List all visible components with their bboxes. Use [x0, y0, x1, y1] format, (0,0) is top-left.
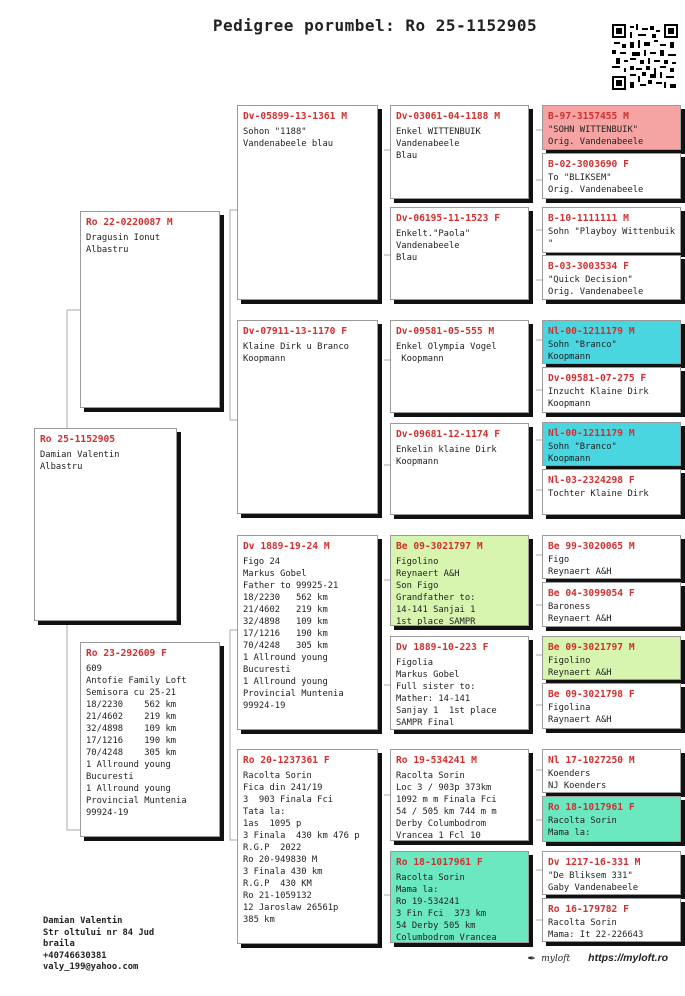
- pigeon-card-gen4[interactable]: [390, 320, 529, 413]
- card-line: 17/1216 190 km: [86, 736, 177, 746]
- card-line: "De Bliksem 331": [548, 871, 633, 881]
- card-line: Figolina: [548, 703, 591, 713]
- card-line: "SOHN WITTENBUIK": [548, 125, 639, 135]
- card-line: Inzucht Klaine Dirk: [548, 387, 649, 397]
- card-line: Enkelt."Paola": [396, 229, 471, 239]
- sex-label: F: [476, 857, 483, 868]
- card-line: Racolta Sorin: [243, 771, 312, 781]
- sex-label: M: [488, 326, 495, 337]
- pigeon-card-dam[interactable]: [80, 642, 220, 837]
- ring-number: Dv-09681-12-1174: [396, 429, 489, 440]
- ring-number: Be 09-3021797: [396, 541, 472, 552]
- card-line: 385 km: [243, 915, 275, 925]
- card-line: Mather: 14-141: [396, 694, 471, 704]
- card-line: To "BLIKSEM": [548, 173, 612, 183]
- sex-label: M: [341, 111, 347, 122]
- ring-number: B-03-3003534: [548, 261, 618, 272]
- qr-code-icon: [612, 24, 678, 90]
- ring-number: Be 09-3021797: [548, 642, 624, 653]
- pigeon-card-gen5[interactable]: [542, 796, 681, 842]
- sex-label: F: [161, 648, 167, 659]
- pigeon-card-gen5[interactable]: [542, 422, 681, 466]
- card-line: Figolino: [396, 557, 439, 567]
- card-line: Reynaert A&H: [548, 668, 612, 678]
- pigeon-card-gen3[interactable]: [237, 105, 378, 300]
- card-line: 1as 1095 p: [243, 819, 302, 829]
- ring-number: Nl-00-1211179: [548, 326, 624, 337]
- card-line: Sanjay 1 1st place: [396, 706, 497, 716]
- ring-number: Ro 23-292609: [86, 648, 156, 659]
- sex-label: M: [623, 111, 629, 122]
- ring-number: Dv-05899-13-1361: [243, 111, 336, 122]
- card-line: R.G.P 2022: [243, 843, 302, 853]
- card-line: Blau: [396, 253, 418, 263]
- ring-number: Dv 1889-19-24: [243, 541, 319, 552]
- card-line: Racolta Sorin: [396, 771, 465, 781]
- card-line: 18/2230 562 km: [86, 700, 177, 710]
- card-line: Ro 20-949830 M: [243, 855, 318, 865]
- ring-number: B-02-3003690: [548, 159, 618, 170]
- ring-number: Be 09-3021798: [548, 689, 624, 700]
- card-line: Son Figo: [396, 581, 439, 591]
- card-line: 70/4248 305 km: [243, 641, 328, 651]
- card-line: Koopmann: [396, 354, 444, 364]
- sex-label: M: [476, 541, 483, 552]
- card-line: Koopmann: [548, 399, 591, 409]
- sex-label: M: [494, 111, 500, 122]
- card-line: 1st place SAMPR: [396, 617, 476, 626]
- card-line: 14-141 Sanjai 1: [396, 605, 476, 615]
- card-line: Albastru: [40, 462, 83, 472]
- sex-label: F: [323, 755, 330, 766]
- card-line: Markus Gobel: [396, 670, 460, 680]
- pigeon-card-gen3[interactable]: [237, 749, 378, 944]
- ring-number: B-10-1111111: [548, 213, 618, 224]
- card-line: Ro 21-1059132: [243, 891, 312, 901]
- card-line: 17/1216 190 km: [243, 629, 328, 639]
- card-line: NJ Koenders: [548, 781, 607, 791]
- pigeon-card-gen5[interactable]: [542, 255, 681, 300]
- card-line: Koopmann: [548, 454, 591, 464]
- card-line: 12 Jaroslaw 26561p: [243, 903, 339, 913]
- card-line: 54 / 505 km 744 m m: [396, 807, 497, 817]
- ring-number: Dv-09581-07-275: [548, 373, 635, 384]
- card-line: Grandfather to:: [396, 593, 476, 603]
- ring-number: Dv-09581-05-555: [396, 326, 483, 337]
- card-line: Koopmann: [548, 352, 591, 362]
- card-line: "Quick Decision": [548, 275, 633, 285]
- sex-label: M: [628, 428, 635, 439]
- card-line: Damian Valentin: [40, 450, 120, 460]
- card-line: Koopmann: [243, 354, 286, 364]
- ring-number: Nl-03-2324298: [548, 475, 624, 486]
- card-line: Ro 19-534241: [396, 897, 460, 907]
- sex-label: M: [634, 857, 641, 868]
- pigeon-card-gen3[interactable]: [237, 535, 378, 730]
- sex-label: M: [628, 755, 635, 766]
- pigeon-card-gen5[interactable]: [542, 582, 681, 627]
- card-line: 3 903 Finala Fci: [243, 795, 334, 805]
- card-line: 609: [86, 664, 102, 674]
- pigeon-card-gen3[interactable]: [237, 320, 378, 514]
- brand-url-link[interactable]: https://myloft.ro: [588, 952, 669, 964]
- sex-label: M: [623, 213, 629, 224]
- pigeon-card-gen4[interactable]: [390, 423, 529, 515]
- sex-label: F: [494, 429, 500, 440]
- card-line: Orig. Vandenabeele: [548, 185, 644, 195]
- card-line: 21/4602 219 km: [86, 712, 177, 722]
- card-line: Raynaert A&H: [548, 715, 612, 725]
- page-title: Pedigree porumbel: Ro 25-1152905: [212, 16, 538, 35]
- pigeon-card-gen5[interactable]: [542, 683, 681, 729]
- owner-county: braila: [43, 939, 75, 949]
- card-line: Racolta Sorin: [396, 873, 465, 883]
- sex-label: M: [628, 541, 635, 552]
- card-line: Vandenabeele blau: [243, 139, 334, 149]
- card-line: Vrancea 1 Fcl 10: [396, 831, 481, 841]
- sex-label: F: [628, 689, 635, 700]
- owner-phone: +40746630381: [43, 950, 107, 961]
- card-line: 1 Allround young: [86, 760, 171, 770]
- card-line: 21/4602 219 km: [243, 605, 328, 615]
- card-line: Fica din 241/19: [243, 783, 323, 793]
- owner-address: Str oltului nr 84 Jud: [43, 927, 155, 938]
- card-line: Klaine Dirk u Branco: [243, 342, 349, 352]
- sex-label: F: [628, 802, 635, 813]
- card-line: Reynaert A&H: [548, 614, 612, 624]
- card-line: 70/4248 305 km: [86, 748, 177, 758]
- card-line: Loc 3 / 903p 373km: [396, 783, 492, 793]
- card-line: SAMPR Final: [396, 718, 455, 728]
- card-line: Tata la:: [243, 807, 286, 817]
- card-line: Sohn "Playboy Wittenbuik: [548, 227, 676, 237]
- card-line: 32/4898 109 km: [86, 724, 177, 734]
- pigeon-card-gen5[interactable]: [542, 105, 681, 150]
- card-line: 99924-19: [243, 701, 286, 711]
- brand-logo-text: myloft: [541, 954, 571, 964]
- card-line: Orig. Vandenabeele: [548, 287, 644, 297]
- sex-label: F: [341, 326, 347, 337]
- card-line: Vandenabeele: [396, 241, 460, 251]
- ring-number: Ro 20-1237361: [243, 755, 319, 766]
- myloft-logo-icon: ✒: [528, 950, 536, 964]
- card-line: Sohn "Branco": [548, 442, 617, 452]
- card-line: Koopmann: [396, 457, 439, 467]
- card-line: Father to 99925-21: [243, 581, 339, 591]
- card-line: Racolta Sorin: [548, 918, 617, 928]
- card-line: Bucuresti: [243, 665, 291, 675]
- sex-label: F: [482, 642, 489, 653]
- ring-number: Dv 1889-10-223: [396, 642, 477, 653]
- ring-number: Nl 17-1027250: [548, 755, 624, 766]
- ring-number: Ro 16-179782: [548, 904, 618, 915]
- sex-label: F: [628, 588, 635, 599]
- card-line: 32/4898 109 km: [243, 617, 328, 627]
- card-line: Enkel WITTENBUIK: [396, 127, 481, 137]
- pigeon-card-gen5[interactable]: [542, 851, 681, 895]
- card-line: R.G.P 430 KM: [243, 879, 312, 889]
- pigeon-card-gen5[interactable]: [542, 749, 681, 793]
- pigeon-card-gen5[interactable]: [542, 469, 681, 515]
- ring-number: Dv-07911-13-1170: [243, 326, 336, 337]
- card-line: Enkelin klaine Dirk: [396, 445, 497, 455]
- card-line: Bucuresti: [86, 772, 134, 782]
- card-line: Figolino: [548, 656, 591, 666]
- ring-number: Dv 1217-16-331: [548, 857, 629, 868]
- card-line: 54 Derby 505 km: [396, 921, 476, 931]
- pigeon-card-gen5[interactable]: [542, 535, 681, 579]
- card-line: Markus Gobel: [243, 569, 307, 579]
- pigeon-card-sire[interactable]: [80, 211, 220, 408]
- sex-label: F: [623, 261, 629, 272]
- ring-number: Ro 18-1017961: [396, 857, 472, 868]
- pigeon-card-gen4[interactable]: [390, 207, 529, 300]
- sex-label: M: [628, 642, 635, 653]
- ring-number: B-97-3157455: [548, 111, 618, 122]
- pigeon-card-gen5[interactable]: [542, 367, 681, 413]
- owner-name: Damian Valentin: [43, 916, 123, 926]
- card-line: Derby Columbodrom: [396, 819, 487, 829]
- card-line: Enkel Olympia Vogel: [396, 342, 497, 352]
- card-line: 3 Finala 430 km 476 p: [243, 831, 360, 841]
- sex-label: M: [628, 326, 635, 337]
- card-line: 3 Finala 430 km: [243, 867, 323, 877]
- card-line: Koenders: [548, 769, 591, 779]
- card-line: Racolta Sorin: [548, 816, 617, 826]
- card-line: Albastru: [86, 245, 129, 255]
- card-line: Columbodrom Vrancea: [396, 933, 497, 943]
- card-line: Orig. Vandenabeele: [548, 137, 644, 147]
- card-line: 99924-19: [86, 808, 129, 818]
- ring-number: Ro 19-534241: [396, 755, 466, 766]
- card-line: Blau: [396, 151, 418, 161]
- card-line: Provincial Muntenia: [243, 689, 344, 699]
- sex-label: F: [494, 213, 500, 224]
- ring-number: Nl-00-1211179: [548, 428, 624, 439]
- card-line: 1 Allround young: [243, 677, 328, 687]
- card-line: Sohon "1188": [243, 127, 307, 137]
- pigeon-card-gen5[interactable]: [542, 320, 681, 364]
- ring-number: Be 99-3020065: [548, 541, 624, 552]
- pigeon-card-gen5[interactable]: [542, 207, 681, 253]
- ring-number: Dv-06195-11-1523: [396, 213, 489, 224]
- pigeon-card-gen4[interactable]: [390, 851, 529, 943]
- card-line: 18/2230 562 km: [243, 593, 328, 603]
- card-line: Semisora cu 25-21: [86, 688, 177, 698]
- card-line: Figolia: [396, 658, 434, 668]
- sex-label: M: [471, 755, 477, 766]
- pigeon-card-gen5[interactable]: [542, 636, 681, 680]
- card-line: Figo 24: [243, 557, 281, 567]
- sex-label: F: [640, 373, 647, 384]
- pigeon-card-gen5[interactable]: [542, 898, 681, 942]
- card-line: 1 Allround young: [243, 653, 328, 663]
- pigeon-card-gen4[interactable]: [390, 749, 529, 841]
- pigeon-card-gen4[interactable]: [390, 636, 529, 730]
- ring-number: Be 04-3099054: [548, 588, 624, 599]
- sex-label: F: [623, 904, 629, 915]
- card-line: Reynaert A&H: [548, 567, 612, 577]
- ring-number: Ro 22-0220087: [86, 217, 162, 228]
- card-line: Provincial Muntenia: [86, 796, 187, 806]
- card-line: Vandenabeele: [396, 139, 460, 149]
- card-line: Antofie Family Loft: [86, 676, 187, 686]
- card-line: 3 Fin Fci 373 km: [396, 909, 487, 919]
- sex-label: M: [323, 541, 330, 552]
- pigeon-card-gen4[interactable]: [390, 105, 529, 199]
- owner-email[interactable]: valy_199@yahoo.com: [43, 962, 139, 972]
- card-line: Baroness: [548, 602, 591, 612]
- sex-label: F: [628, 475, 635, 486]
- ring-number: Ro 25-1152905: [40, 434, 116, 445]
- brand-footer: [528, 950, 668, 964]
- card-line: ": [548, 239, 554, 249]
- sex-label: F: [623, 159, 629, 170]
- sex-label: M: [166, 217, 173, 228]
- card-line: Sohn "Branco": [548, 340, 617, 350]
- ring-number: Dv-03061-04-1188: [396, 111, 489, 122]
- owner-contact: [43, 916, 154, 974]
- card-line: Figo: [548, 555, 570, 565]
- card-line: Full sister to:: [396, 682, 476, 692]
- card-line: Mama la:: [548, 828, 591, 838]
- card-line: 1 Allround young: [86, 784, 171, 794]
- card-line: Gaby Vandenabeele: [548, 883, 639, 893]
- card-line: 1092 m m Finala Fci: [396, 795, 497, 805]
- card-line: Mama la:: [396, 885, 439, 895]
- card-line: Reynaert A&H: [396, 569, 460, 579]
- pigeon-card-gen4[interactable]: [390, 535, 529, 626]
- card-line: Tochter Klaine Dirk: [548, 489, 649, 499]
- pigeon-card-subject[interactable]: [34, 428, 177, 621]
- card-line: Dragusin Ionut: [86, 233, 161, 243]
- pigeon-card-gen5[interactable]: [542, 153, 681, 199]
- ring-number: Ro 18-1017961: [548, 802, 624, 813]
- card-line: Mama: It 22-226643: [548, 930, 644, 940]
